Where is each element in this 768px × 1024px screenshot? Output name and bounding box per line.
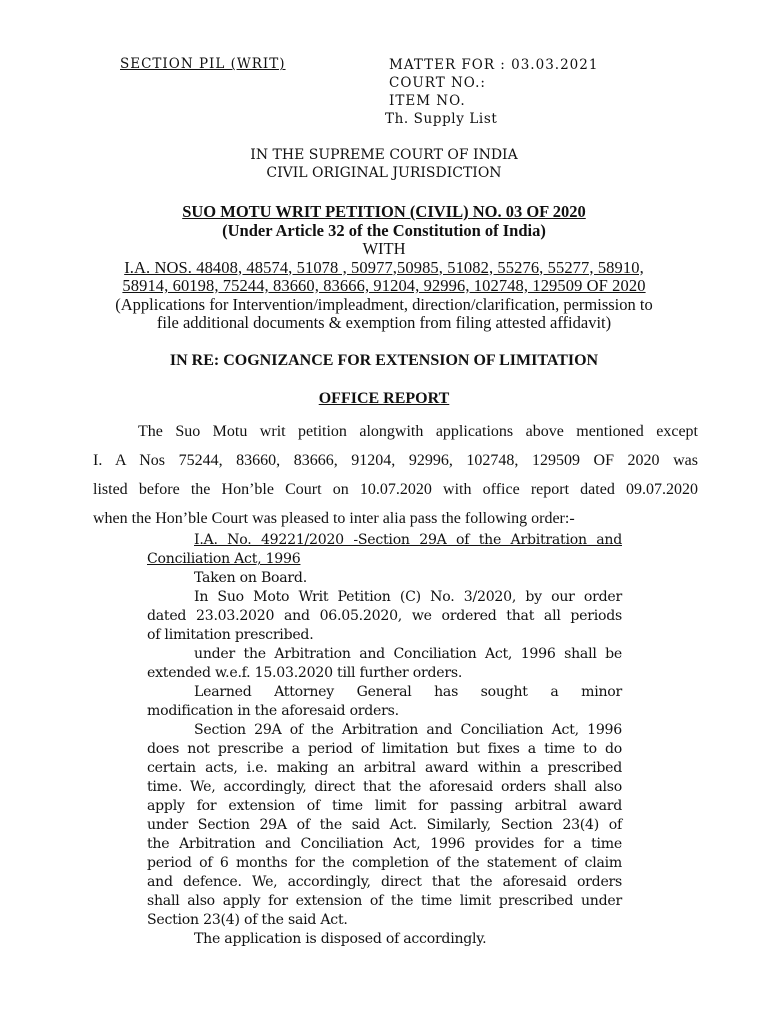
order-line: shall also apply for extension of the time limit prescribed under xyxy=(147,893,622,909)
in-re-heading: IN RE: COGNIZANCE FOR EXTENSION OF LIMITATION xyxy=(169,352,599,369)
order-ia-title-cont xyxy=(147,550,622,569)
order-line: under the Arbitration and Conciliation Act, 1996 shall be xyxy=(194,646,622,662)
section-label: SECTION PIL (WRIT) xyxy=(120,56,286,72)
jurisdiction: CIVIL ORIGINAL JURISDICTION xyxy=(266,165,502,181)
paragraph-line: listed before the Hon’ble Court on 10.07.2020 with office report dated 09.07.2020 xyxy=(93,481,698,498)
order-line: of limitation prescribed. xyxy=(147,627,314,643)
order-line: extended w.e.f. 15.03.2020 till further orders. xyxy=(147,665,463,681)
court-order-quote xyxy=(147,531,622,949)
order-line: In Suo Moto Writ Petition (C) No. 3/2020, by our order xyxy=(194,589,622,605)
with-label: WITH xyxy=(362,239,406,258)
order-line: Learned Attorney General has sought a minor xyxy=(194,684,622,700)
order-line: period of 6 months for the completion of the statement of claim xyxy=(147,855,622,871)
paragraph-line: I. A Nos 75244, 83660, 83666, 91204, 92996, 102748, 129509 OF 2020 was xyxy=(93,452,698,469)
order-line: does not prescribe a period of limitation but fixes a time to do xyxy=(147,741,622,757)
ia-numbers-line-2: 58914, 60198, 75244, 83660, 83666, 91204, 92996, 102748, 129509 OF 2020 xyxy=(122,276,646,295)
case-title xyxy=(0,203,768,333)
order-line: Section 23(4) of the said Act. xyxy=(147,912,348,928)
supply-list: Th. Supply List xyxy=(385,111,498,127)
matter-details xyxy=(385,56,599,128)
matter-for-date: MATTER FOR : 03.03.2021 xyxy=(389,57,599,73)
order-line: under Section 29A of the said Act. Similarly, Section 23(4) of xyxy=(147,817,622,833)
order-line: the Arbitration and Conciliation Act, 1996 provides for a time xyxy=(147,836,622,852)
office-report-heading: OFFICE REPORT xyxy=(318,390,450,407)
order-ia-title: I.A. No. 49221/2020 -Section 29A of the Arbitration and xyxy=(194,532,622,548)
applications-line-2: file additional documents & exemption from filing attested affidavit) xyxy=(156,313,612,332)
paragraph-line: The Suo Motu writ petition alongwith applications above mentioned except xyxy=(138,423,698,440)
order-ia-title-text: Conciliation Act, 1996 xyxy=(147,551,301,567)
petition-number: SUO MOTU WRIT PETITION (CIVIL) NO. 03 OF 2020 xyxy=(182,202,586,221)
article-reference: (Under Article 32 of the Constitution of India) xyxy=(222,220,546,240)
paragraph-line: when the Hon’ble Court was pleased to inter alia pass the following order:- xyxy=(93,510,575,527)
court-heading xyxy=(0,146,768,182)
order-line: Taken on Board. xyxy=(194,570,307,586)
court-number: COURT NO.: xyxy=(389,75,486,91)
applications-line-1: (Applications for Intervention/impleadment, direction/clarification, permission to xyxy=(115,294,653,314)
court-name: IN THE SUPREME COURT OF INDIA xyxy=(250,147,518,163)
order-line: modification in the aforesaid orders. xyxy=(147,703,399,719)
report-paragraph xyxy=(93,417,698,533)
order-line: apply for extension of time limit for passing arbitral award xyxy=(147,798,622,814)
order-line: and defence. We, accordingly, direct that the aforesaid orders xyxy=(147,874,622,890)
order-line: The application is disposed of accordingly. xyxy=(194,931,487,947)
order-line: Section 29A of the Arbitration and Conciliation Act, 1996 xyxy=(194,722,622,738)
ia-numbers-line-1: I.A. NOS. 48408, 48574, 51078 , 50977,50985, 51082, 55276, 55277, 58910, xyxy=(124,257,644,277)
item-number: ITEM NO. xyxy=(389,93,466,109)
order-line: time. We, accordingly, direct that the aforesaid orders shall also xyxy=(147,779,622,795)
order-line: dated 23.03.2020 and 06.05.2020, we ordered that all periods xyxy=(147,608,622,624)
order-line: certain acts, i.e. making an arbitral award within a prescribed xyxy=(147,760,622,776)
